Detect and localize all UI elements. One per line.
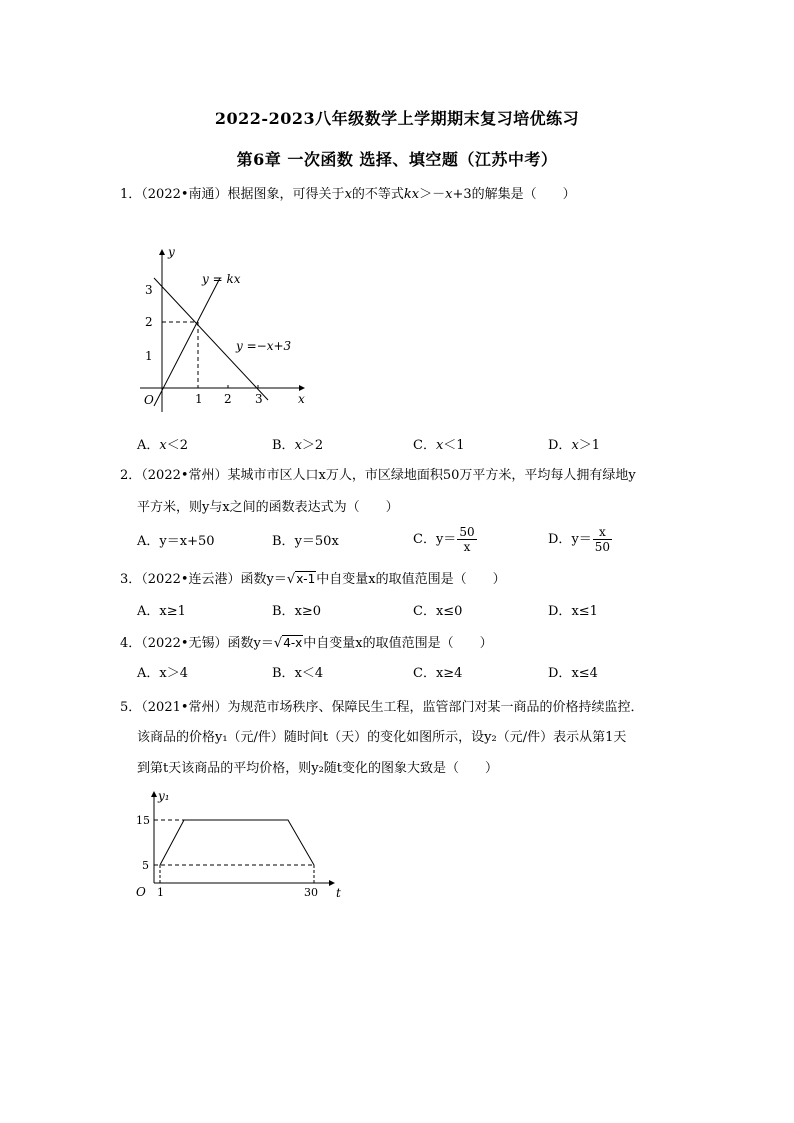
price-curve <box>160 820 314 865</box>
chapter-subtitle: 第6章 一次函数 选择、填空题（江苏中考） <box>236 150 558 169</box>
q2-option-d[interactable]: D．y＝ $\frac{x}{50}$ <box>548 525 611 554</box>
y-tick-1: 1 <box>145 349 153 363</box>
q3-option-d[interactable]: D．x≤1 <box>548 604 598 619</box>
question-4-stem: 4．（2022•无锡）函数y＝√4-x中自变量x的取值范围是（ ） <box>120 636 493 651</box>
q4-option-b[interactable]: B．x＜4 <box>272 666 324 681</box>
question-2-stem-line-1: 2．（2022•常州）某城市市区人口x万人，市区绿地面积50万平方米，平均每人拥有绿地y <box>120 468 636 483</box>
q1-option-c[interactable]: C．x＜1 <box>413 438 465 453</box>
document-title: 2022-2023八年级数学上学期期末复习培优练习 <box>214 109 580 128</box>
x-tick-1: 1 <box>157 886 164 899</box>
q3-option-c[interactable]: C．x≤0 <box>413 604 463 619</box>
sqrt-expression: √x-1 <box>286 572 316 587</box>
question-1-graph <box>132 240 322 415</box>
fraction: $\frac{x}{50}$ <box>594 525 611 554</box>
y1-axis-label: y₁ <box>158 789 170 803</box>
q3-option-b[interactable]: B．x≥0 <box>272 604 322 619</box>
question-5-stem-line-1: 5．（2021•常州）为规范市场秩序、保障民生工程，监管部门对某一商品的价格持续监控． <box>120 700 644 715</box>
line-y-kx-label: y = kx <box>202 272 241 286</box>
origin-label: O <box>136 885 146 899</box>
y-tick-15: 15 <box>136 814 150 827</box>
q4-option-d[interactable]: D．x≤4 <box>548 666 598 681</box>
sqrt-expression: √4-x <box>273 636 303 651</box>
y-tick-5: 5 <box>142 859 149 872</box>
y-tick-3: 3 <box>145 283 153 297</box>
x-axis-label: x <box>298 392 305 406</box>
q2-option-b[interactable]: B．y＝50x <box>272 534 339 549</box>
y-axis-label: y <box>168 245 175 259</box>
y-tick-2: 2 <box>145 315 153 329</box>
question-5-graph <box>132 786 352 904</box>
question-1-stem: 1．（2022•南通）根据图象，可得关于x的不等式kx＞－x+3的解集是（ ） <box>120 187 576 202</box>
origin-label: O <box>144 393 154 407</box>
x-tick-3: 3 <box>255 392 263 406</box>
question-2-stem-line-2: 平方米，则y与x之间的函数表达式为（ ） <box>137 500 399 515</box>
line-y-neg-x-label: y =−x+3 <box>236 339 292 353</box>
q3-option-a[interactable]: A．x≥1 <box>137 604 186 619</box>
q4-option-c[interactable]: C．x≥4 <box>413 666 463 681</box>
q1-option-a[interactable]: A．x＜2 <box>137 438 189 453</box>
x-tick-30: 30 <box>304 886 318 899</box>
q1-option-b[interactable]: B．x＞2 <box>272 438 324 453</box>
q2-option-c[interactable]: C．y＝ $\frac{50}{x}$ <box>413 525 475 554</box>
x-tick-1: 1 <box>195 392 203 406</box>
question-5-stem-line-3: 到第t天该商品的平均价格，则y₂随t变化的图象大致是（ ） <box>137 761 499 776</box>
fraction: $\frac{50}{x}$ <box>459 525 475 554</box>
q4-option-a[interactable]: A．x＞4 <box>137 666 188 681</box>
question-3-stem: 3．（2022•连云港）函数y＝√x-1中自变量x的取值范围是（ ） <box>120 572 506 587</box>
question-5-stem-line-2: 该商品的价格y₁（元/件）随时间t（天）的变化如图所示，设y₂（元/件）表示从第1天 <box>137 730 627 745</box>
q2-option-a[interactable]: A．y＝x+50 <box>137 534 215 549</box>
line-y-kx <box>154 278 220 406</box>
t-axis-label: t <box>336 886 341 900</box>
x-tick-2: 2 <box>224 392 232 406</box>
q1-option-d[interactable]: D．x＞1 <box>548 438 601 453</box>
